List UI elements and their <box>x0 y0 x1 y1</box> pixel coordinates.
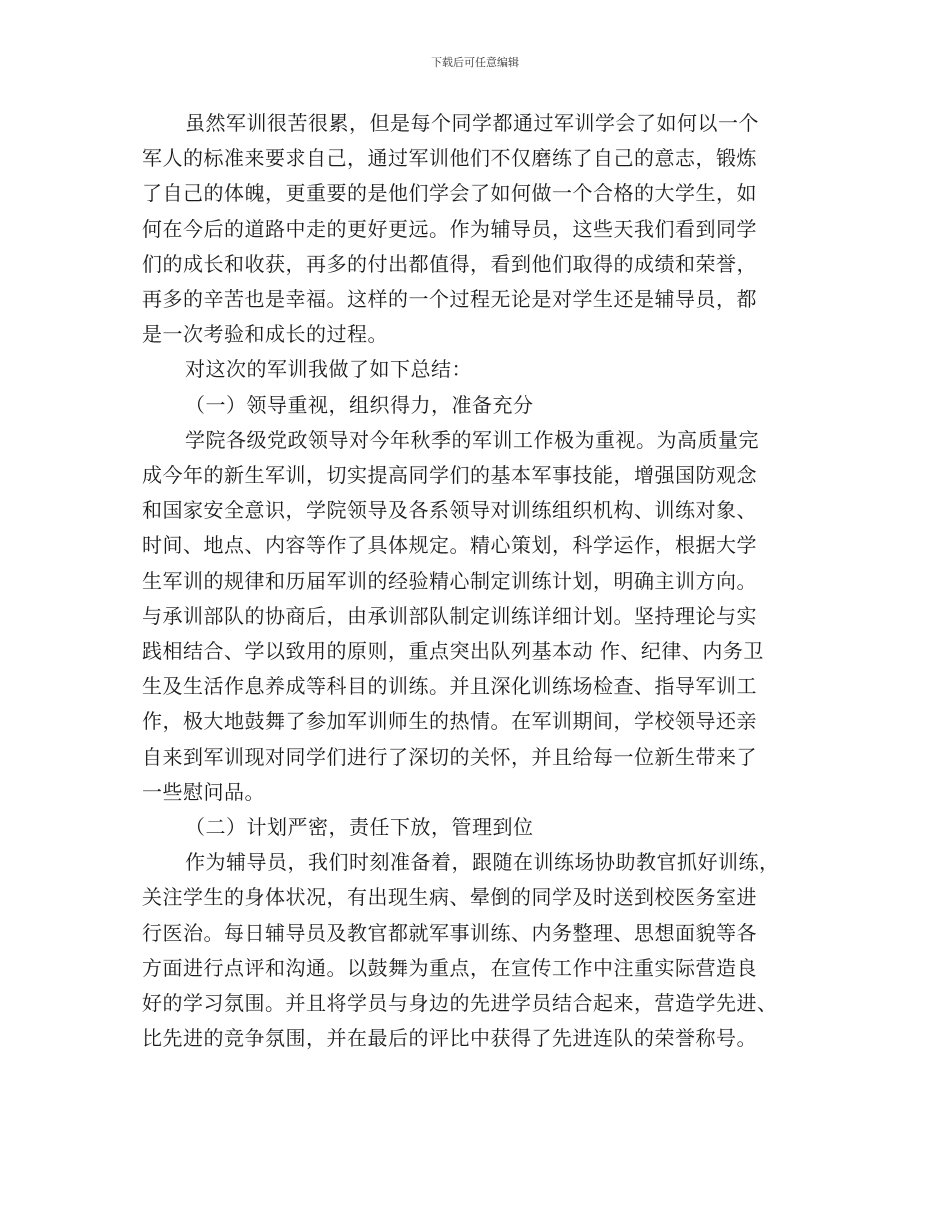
paragraph-line: 好的学习氛围。并且将学员与身边的先进学员结合起来，营造学先进、 <box>142 991 778 1016</box>
paragraph-line: 时间、地点、内容等作了具体规定。精心策划，科学运作，根据大学 <box>142 533 757 558</box>
paragraph-line: 成今年的新生军训，切实提高同学们的基本军事技能，增强国防观念 <box>142 463 757 488</box>
page-header: 下载后可任意编辑 <box>431 56 519 69</box>
document-body <box>142 106 810 1056</box>
paragraph-line: 和国家安全意识，学院领导及各系领导对训练组织机构、训练对象、 <box>142 498 757 523</box>
paragraph-line: 们的成长和收获，再多的付出都值得，看到他们取得的成绩和荣誉， <box>142 251 757 276</box>
section-heading: （一）领导重视，组织得力，准备充分 <box>185 392 534 417</box>
paragraph-line: 学院各级党政领导对今年秋季的军训工作极为重视。为高质量完 <box>185 427 759 452</box>
paragraph-line: 践相结合、学以致用的原则，重点突出队列基本动 作、纪律、内务卫 <box>142 639 764 664</box>
paragraph-line: 何在今后的道路中走的更好更远。作为辅导员，这些天我们看到同学 <box>142 216 757 241</box>
paragraph-line: 虽然军训很苦很累，但是每个同学都通过军训学会了如何以一个 <box>185 111 759 135</box>
paragraph-line: 作为辅导员，我们时刻准备着，跟随在训练场协助教官抓好训练， <box>185 850 780 875</box>
paragraph-line: 了自己的体魄，更重要的是他们学会了如何做一个合格的大学生，如 <box>142 181 757 206</box>
paragraph-line: 生军训的规律和历届军训的经验精心制定训练计划，明确主训方向。 <box>142 568 757 593</box>
paragraph-line: 方面进行点评和沟通。以鼓舞为重点，在宣传工作中注重实际营造良 <box>142 955 757 980</box>
paragraph-line: 关注学生的身体状况，有出现生病、晕倒的同学及时送到校医务室进 <box>142 885 757 910</box>
paragraph-line: 与承训部队的协商后，由承训部队制定训练详细计划。坚持理论与实 <box>142 603 757 628</box>
paragraph-line: 行医治。每日辅导员及教官都就军事训练、内务整理、思想面貌等各 <box>142 920 757 945</box>
paragraph-line: 一些慰问品。 <box>142 779 265 804</box>
paragraph-line: 自来到军训现对同学们进行了深切的关怀，并且给每一位新生带来了 <box>142 744 757 769</box>
paragraph-line: 军人的标准来要求自己，通过军训他们不仅磨练了自己的意志，锻炼 <box>142 146 757 171</box>
section-heading: （二）计划严密，责任下放，管理到位 <box>185 815 534 840</box>
paragraph-line: 是一次考验和成长的过程。 <box>142 322 388 347</box>
paragraph-line: 对这次的军训我做了如下总结： <box>185 357 472 382</box>
paragraph-line: 作，极大地鼓舞了参加军训师生的热情。在军训期间，学校领导还亲 <box>142 709 757 734</box>
paragraph-line: 比先进的竞争氛围，并在最后的评比中获得了先进连队的荣誉称号。 <box>142 1026 757 1051</box>
paragraph-line: 生及生活作息养成等科目的训练。并且深化训练场检查、指导军训工 <box>142 674 757 699</box>
paragraph-line: 再多的辛苦也是幸福。这样的一个过程无论是对学生还是辅导员，都 <box>142 287 757 312</box>
